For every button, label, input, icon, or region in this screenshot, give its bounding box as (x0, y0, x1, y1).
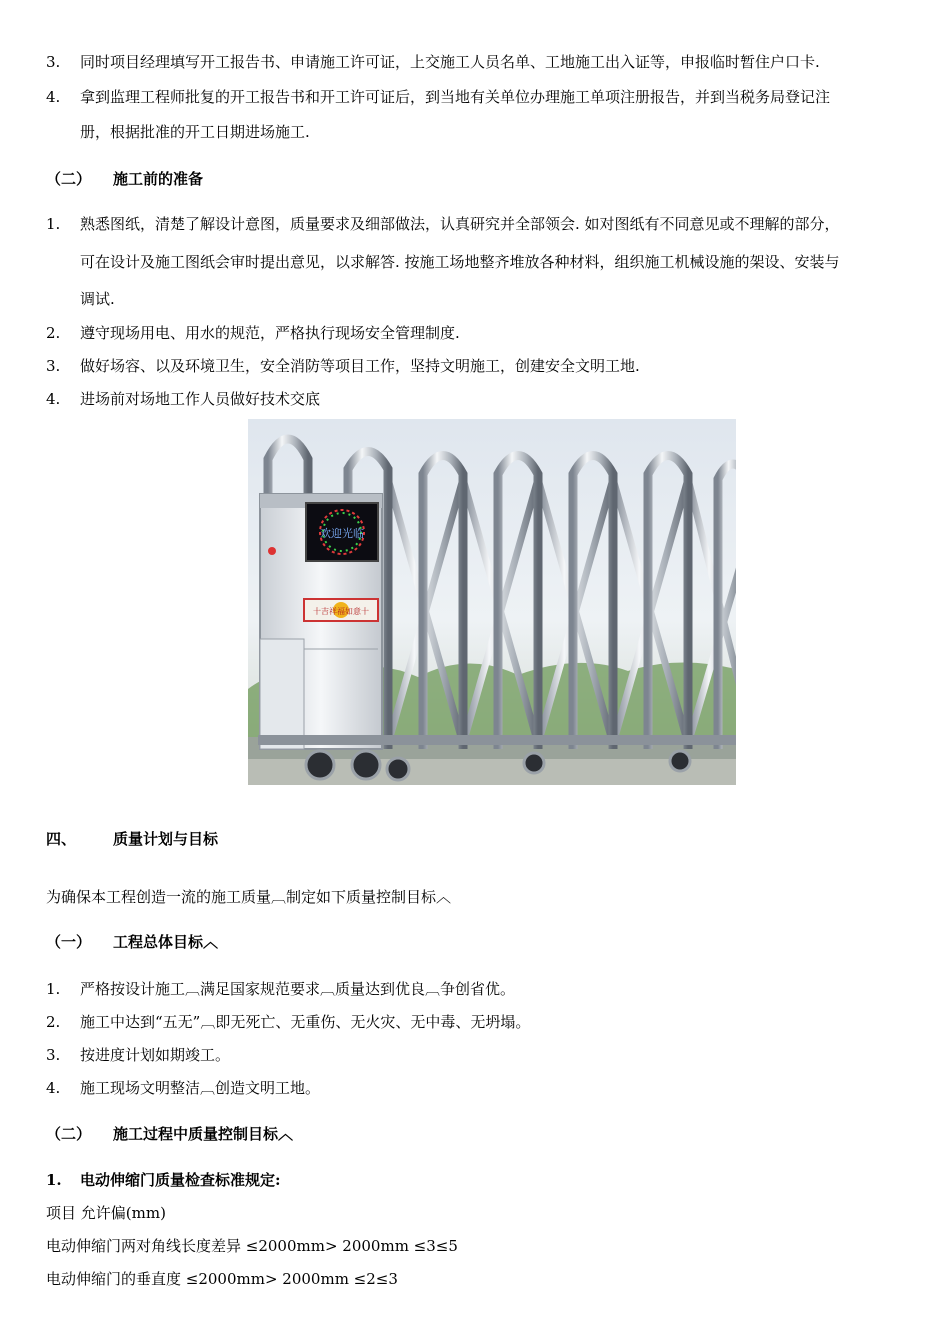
document-page: 3. 同时项目经理填写开工报告书、申请施工许可证，上交施工人员名单、工地施工出入证等，申报临时暂住户口卡. 4. 拿到监理工程师批复的开工报告书和开工许可证后，到当地有关单位办理施工单项注册报告，并到当税务局登记注 册，根据批准的开工日期进场施工. （二） 施工前的准备 1. 熟悉图纸，清楚了解设计意图，质量要求及细部做法，认真研究并全部领会. 如对图纸有不同意见或不理解的部分， 可在设计及施工图纸会审时提出意见，以求解答. 按施工场地整齐堆放各种材料，组织施工机械设施的架设、安装与 调试. 2. 遵守现场用电、用水的规范，严格执行现场安全管理制度. 3. 做好场容、以及环境卫生，安全消防等项目工作，坚持文明施工，创建安全文明工地. 4. 进场前对场地工作人员做好技术交底 欢迎光临 十吉祥福如意十 四、 质量计划与目标 为确保本工程创造一流的施工质量︹制定如下质量控制目标︿ （一） 工程总体目标︿ 1. 严格按设计施工︹满足国家规范要求︹质量达到优良︹争创省优。 2. 施工中达到“五无”︹即无死亡、无重伤、无火灾、无中毒、无坍塌。 3. 按进度计划如期竣工。 4. 施工现场文明整洁︹创造文明工地。 （二） 施工过程中质量控制目标︿ 1. 电动伸缩门质量检查标准规定: 项目 允许偏(mm) 电动伸缩门两对角线长度差异 ≤2000mm> 2000mm ≤3≤5 电动伸缩门的垂直度 ≤2000mm> 2000mm ≤2≤3 (46, 53, 840, 1288)
standard-line: 电动伸缩门的垂直度 ≤2000mm> 2000mm ≤2≤3 (46, 1270, 398, 1288)
banner-text: 十吉祥福如意十 (313, 607, 369, 616)
retractable-gate-photo (248, 419, 736, 785)
intro-paragraph: 为确保本工程创造一流的施工质量︹制定如下质量控制目标︿ (46, 888, 452, 906)
standard-line: 项目 允许偏(mm) (46, 1204, 166, 1222)
display-text: 欢迎光临 (320, 527, 364, 540)
standard-line: 电动伸缩门两对角线长度差异 ≤2000mm> 2000mm ≤3≤5 (46, 1237, 458, 1255)
